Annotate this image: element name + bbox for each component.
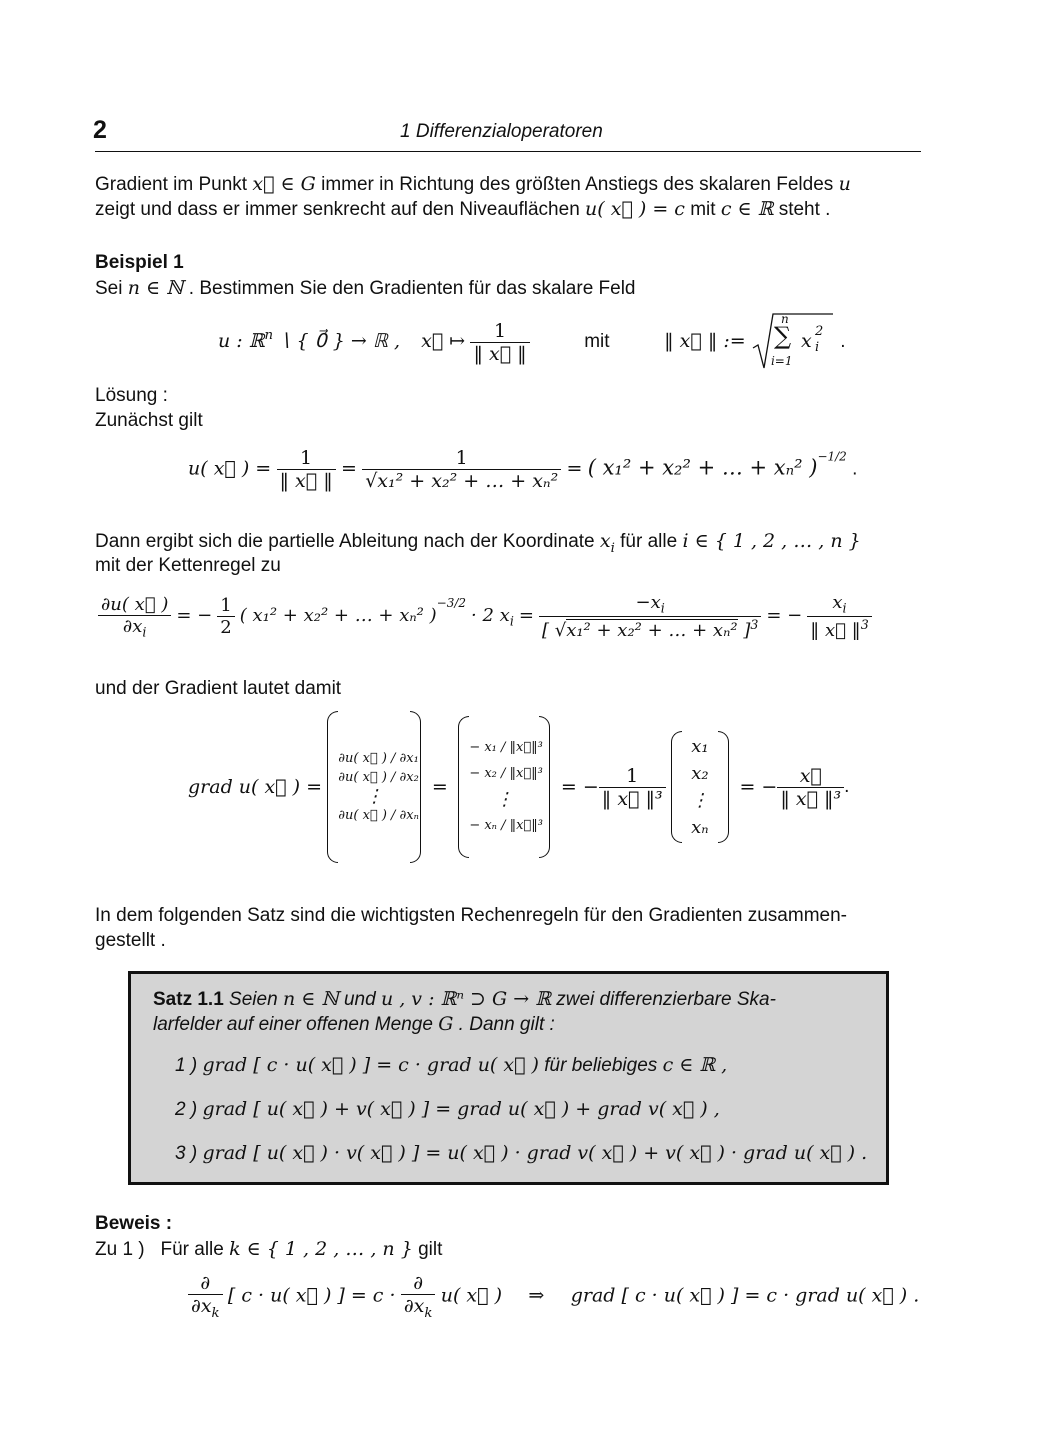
paren-left-icon bbox=[327, 711, 338, 863]
example-text: . Bestimmen Sie den Gradienten für das skalare Feld bbox=[188, 278, 636, 299]
den-text: ‖ x⃗ ‖ bbox=[810, 619, 861, 641]
sum-sign: ∑ bbox=[773, 322, 792, 350]
fraction-numerator: ∂ bbox=[188, 1272, 223, 1295]
def-rest: ∖ { 0⃗ } → ℝ , bbox=[278, 330, 400, 353]
vector-entry: xₙ bbox=[691, 817, 709, 838]
theorem-math: G bbox=[438, 1013, 454, 1035]
rule-formula: grad [ u( x⃗ ) · v( x⃗ ) ] = u( x⃗ ) · grad v( x⃗ ) + v( x⃗ ) · grad u( x⃗ ) . bbox=[202, 1142, 868, 1164]
intro-line-2 bbox=[95, 198, 830, 221]
rule-formula: c ∈ ℝ , bbox=[662, 1054, 728, 1076]
sqrt-content: x₁² + x₂² + … + xₙ² bbox=[566, 619, 738, 641]
proof-text: Zu 1 ) bbox=[95, 1239, 145, 1260]
paren-right-icon bbox=[539, 716, 550, 858]
paren-right-icon bbox=[718, 731, 729, 843]
def-sup: n bbox=[264, 328, 274, 344]
fraction-denominator: [ √x₁² + x₂² + … + xₙ² ]$^3$ bbox=[541, 616, 759, 641]
intro-text: mit bbox=[690, 199, 716, 220]
den-exp: 3 bbox=[750, 616, 759, 632]
proof-math: k ∈ { 1 , 2 , … , n } bbox=[229, 1238, 413, 1260]
proof-text: gilt bbox=[418, 1239, 443, 1260]
fraction-numerator: ∂ bbox=[401, 1272, 436, 1295]
proof-deriv-2 bbox=[401, 1272, 436, 1321]
sum-term-sup: 2 bbox=[814, 324, 824, 339]
rule-formula: grad [ u( x⃗ ) + v( x⃗ ) ] = grad u( x⃗ ) + grad v( x⃗ ) , bbox=[202, 1098, 720, 1120]
eq2-mid-sub: i bbox=[509, 613, 514, 629]
para-math: i ∈ { 1 , 2 , … , n } bbox=[682, 530, 861, 552]
para-text: für alle bbox=[620, 531, 678, 552]
vector-entry: ⋮ bbox=[690, 790, 709, 811]
proof-equation bbox=[188, 1272, 919, 1321]
fraction-denominator: √x₁² + x₂² + … + xₙ² bbox=[365, 470, 559, 492]
page-number: 2 bbox=[93, 116, 107, 144]
fraction-numerator: 1 bbox=[217, 595, 234, 617]
solution-para-2: mit der Kettenregel zu bbox=[95, 555, 281, 576]
equation-1 bbox=[188, 447, 857, 492]
eq1-rhs: ( x₁² + x₂² + … + xₙ² ) bbox=[587, 455, 818, 480]
def-map: x⃗ ↦ bbox=[421, 330, 466, 353]
fraction-denominator: 2 bbox=[220, 616, 232, 638]
solution-para-1 bbox=[95, 530, 861, 556]
theorem-label: Satz 1.1 bbox=[153, 989, 224, 1010]
equals: = bbox=[518, 605, 534, 627]
transition-line-1: In dem folgenden Satz sind die wichtigsten Rechenregeln für den Gradienten zusammen- bbox=[95, 905, 847, 926]
solution-label: Lösung : bbox=[95, 385, 168, 406]
theorem-line-2 bbox=[153, 1013, 555, 1036]
vector-entry: ∂u( x⃗ ) / ∂x₁ bbox=[338, 751, 419, 766]
theorem-math: u , v : ℝⁿ ⊃ G → ℝ bbox=[380, 988, 551, 1010]
fraction-numerator bbox=[807, 592, 871, 617]
grad-factor bbox=[599, 765, 666, 810]
rule-text: für beliebiges bbox=[544, 1055, 658, 1076]
def-mit: mit bbox=[584, 331, 610, 353]
equals: = − bbox=[766, 605, 803, 627]
theorem-math: n ∈ ℕ bbox=[282, 988, 339, 1010]
def-left: u : ℝ bbox=[218, 330, 265, 353]
eq-end: . bbox=[844, 776, 850, 797]
vector-entry: − x₂ / ‖x⃗‖³ bbox=[469, 766, 543, 781]
intro-text: zeigt und dass er immer senkrecht auf den Niveauflächen bbox=[95, 199, 580, 220]
fraction-denominator bbox=[401, 1295, 436, 1321]
grad-intro: und der Gradient lautet damit bbox=[95, 678, 342, 699]
num-text: −x bbox=[635, 592, 661, 613]
paren-right-icon bbox=[410, 711, 421, 863]
fraction-numerator: 1 bbox=[470, 320, 529, 343]
theorem-text: und bbox=[343, 989, 376, 1010]
den-sub: i bbox=[142, 624, 147, 640]
implies-icon: ⇒ bbox=[528, 1284, 545, 1307]
den-sub: k bbox=[211, 1305, 220, 1321]
grad-col-2 bbox=[469, 735, 543, 839]
intro-text: steht . bbox=[778, 199, 831, 220]
den-exp: 3 bbox=[860, 616, 869, 632]
eq1-exp: −1/2 bbox=[817, 449, 847, 464]
paren-left-icon bbox=[458, 716, 469, 858]
intro-math: c ∈ ℝ bbox=[720, 198, 774, 220]
fraction-numerator bbox=[539, 592, 761, 617]
proof-label: Beweis : bbox=[95, 1213, 173, 1234]
vector-entry: ∂u( x⃗ ) / ∂x₂ bbox=[338, 770, 419, 785]
gradient-equation bbox=[188, 708, 849, 866]
theorem-rule-2 bbox=[175, 1098, 720, 1121]
proof-rhs: grad [ c · u( x⃗ ) ] = c · grad u( x⃗ ) . bbox=[570, 1284, 920, 1307]
grad-col-3 bbox=[682, 733, 718, 841]
vector-entry: ⋮ bbox=[365, 786, 384, 807]
theorem-line-1 bbox=[153, 988, 776, 1011]
num-text: x bbox=[832, 592, 843, 613]
sum-bottom: i=1 bbox=[770, 354, 793, 368]
intro-math: u bbox=[838, 173, 851, 195]
den-text: ∂x bbox=[191, 1295, 212, 1317]
fraction-numerator: 1 bbox=[277, 447, 336, 470]
theorem-rule-1 bbox=[175, 1054, 727, 1077]
equals: = − bbox=[560, 776, 599, 798]
fraction-numerator: ∂u( x⃗ ) bbox=[98, 594, 171, 616]
grad-result bbox=[777, 765, 844, 810]
eq2-paren: ( x₁² + x₂² + … + xₙ² ) bbox=[239, 605, 437, 627]
eq2-rfrac bbox=[807, 592, 871, 641]
eq2-frac bbox=[539, 592, 761, 641]
equals: = − bbox=[176, 605, 213, 627]
fraction-numerator: 1 bbox=[599, 765, 666, 788]
den-sub: k bbox=[424, 1305, 433, 1321]
vector-entry: ⋮ bbox=[495, 789, 514, 810]
eq2-exp: −3/2 bbox=[436, 596, 467, 611]
example-text: Sei bbox=[95, 278, 123, 299]
theorem-text: larfelder auf einer offenen Menge bbox=[153, 1014, 433, 1035]
fraction-denominator: ‖ x⃗ ‖³ bbox=[601, 787, 663, 810]
norm-sqrt bbox=[751, 312, 835, 372]
sqrt-sign-icon bbox=[751, 312, 835, 372]
vector-entry: x₂ bbox=[691, 763, 709, 784]
fraction-denominator: ‖ x⃗ ‖ bbox=[279, 470, 333, 492]
grad-col-1 bbox=[338, 749, 419, 825]
theorem-text: . Dann gilt : bbox=[458, 1014, 555, 1035]
rule-number: 3 ) bbox=[175, 1143, 198, 1164]
equals: = − bbox=[739, 776, 778, 798]
intro-text: Gradient im Punkt bbox=[95, 174, 248, 195]
sqrt-content: x₁² + x₂² + … + xₙ² bbox=[377, 470, 559, 492]
vector-entry: x₁ bbox=[691, 736, 709, 757]
rule-number: 2 ) bbox=[175, 1099, 198, 1120]
fraction-denominator bbox=[188, 1295, 223, 1321]
equation-2 bbox=[98, 592, 872, 641]
fraction-numerator: x⃗ bbox=[777, 765, 844, 788]
eq1-lhs: u( x⃗ ) = bbox=[188, 457, 272, 480]
theorem-rule-3 bbox=[175, 1142, 867, 1165]
eq2-mid: · 2 x bbox=[471, 605, 510, 627]
norm-end: . bbox=[840, 331, 846, 353]
den-text: ∂x bbox=[122, 615, 143, 637]
equals: = bbox=[431, 776, 448, 798]
example-line-1 bbox=[95, 277, 636, 300]
theorem-box bbox=[128, 971, 889, 1185]
vector-entry: − x₁ / ‖x⃗‖³ bbox=[469, 740, 543, 755]
sum-term: x bbox=[800, 330, 812, 352]
theorem-text: zwei differenzierbare Ska- bbox=[556, 989, 776, 1010]
intro-line-1 bbox=[95, 173, 851, 196]
proof-text: Für alle bbox=[160, 1239, 224, 1260]
vector-entry: ∂u( x⃗ ) / ∂xₙ bbox=[338, 808, 419, 823]
fraction-denominator bbox=[807, 617, 871, 641]
fraction-denominator bbox=[98, 616, 171, 640]
eq2-lhs bbox=[98, 594, 171, 640]
equals: = bbox=[566, 457, 583, 480]
paren-left-icon bbox=[671, 731, 682, 843]
example-math: n ∈ ℕ bbox=[127, 277, 184, 299]
example-definition bbox=[218, 312, 846, 372]
norm-lhs: ‖ x⃗ ‖ := bbox=[664, 330, 746, 353]
proof-u: u( x⃗ ) bbox=[440, 1284, 502, 1307]
para-math-sub: i bbox=[610, 540, 615, 556]
eq1-frac bbox=[277, 447, 336, 492]
den-text: ∂x bbox=[403, 1295, 425, 1317]
vector-entry: − xₙ / ‖x⃗‖³ bbox=[469, 818, 543, 833]
proof-line-1 bbox=[95, 1238, 442, 1261]
eq-end: . bbox=[852, 458, 858, 480]
fraction-denominator: ‖ x⃗ ‖ bbox=[473, 342, 527, 365]
sum-top: n bbox=[780, 312, 789, 326]
intro-math: x⃗ ∈ G bbox=[252, 173, 316, 195]
fraction-numerator: 1 bbox=[362, 447, 561, 470]
transition-line-2: gestellt . bbox=[95, 930, 166, 951]
num-sub: i bbox=[660, 600, 665, 616]
eq1-frac2 bbox=[362, 447, 561, 492]
chapter-title: 1 Differenzialoperatoren bbox=[400, 121, 603, 142]
intro-text: immer in Richtung des größten Anstiegs des skalaren Feldes bbox=[321, 174, 834, 195]
solution-first: Zunächst gilt bbox=[95, 410, 203, 431]
rule-formula: grad [ c · u( x⃗ ) ] = c · grad u( x⃗ ) bbox=[202, 1054, 539, 1076]
grad-lhs: grad u( x⃗ ) = bbox=[188, 776, 322, 798]
para-text: Dann ergibt sich die partielle Ableitung nach der Koordinate bbox=[95, 531, 595, 552]
proof-mid: [ c · u( x⃗ ) ] = c · bbox=[227, 1284, 396, 1307]
intro-math: u( x⃗ ) = c bbox=[585, 198, 685, 220]
sum-term-sub: i bbox=[814, 340, 820, 355]
eq2-half bbox=[217, 595, 234, 638]
rule-number: 1 ) bbox=[175, 1055, 198, 1076]
para-math: x bbox=[599, 530, 611, 552]
def-fraction bbox=[470, 320, 529, 365]
equals: = bbox=[340, 457, 357, 480]
proof-deriv bbox=[188, 1272, 223, 1321]
fraction-denominator: ‖ x⃗ ‖³ bbox=[780, 787, 842, 810]
theorem-text: Seien bbox=[229, 989, 278, 1010]
example-title: Beispiel 1 bbox=[95, 252, 184, 273]
num-sub: i bbox=[842, 600, 847, 616]
header-rule bbox=[95, 151, 921, 152]
